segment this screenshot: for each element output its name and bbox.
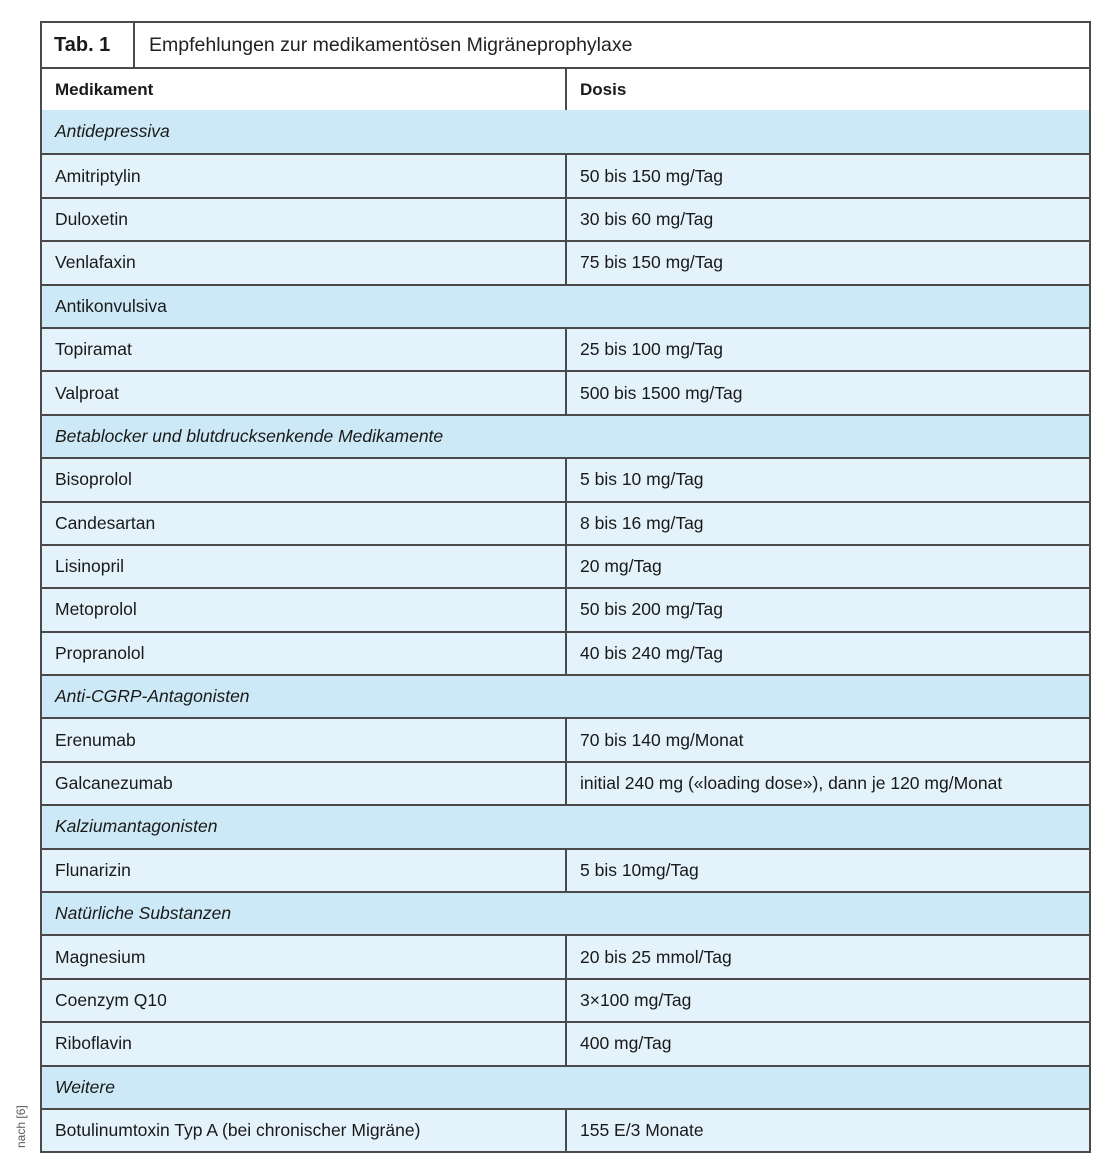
medication-table: [40, 21, 1091, 1153]
category-label: Weitere: [55, 1076, 115, 1097]
category-row: [42, 1065, 1089, 1108]
dose-cell: 155 E/3 Monate: [580, 1120, 704, 1141]
column-header-medikament: Medikament: [42, 69, 567, 110]
drug-name-cell: Venlafaxin: [42, 242, 567, 283]
category-row: [42, 804, 1089, 847]
table-row: [42, 501, 1089, 544]
drug-name-cell: Erenumab: [42, 719, 567, 760]
drug-name-cell: Valproat: [42, 372, 567, 413]
dose-cell: 8 bis 16 mg/Tag: [580, 512, 704, 533]
table-row: [42, 1021, 1089, 1064]
dose-cell: 75 bis 150 mg/Tag: [580, 252, 724, 273]
dose-cell: 30 bis 60 mg/Tag: [580, 208, 714, 229]
drug-name-cell: Riboflavin: [42, 1023, 567, 1064]
source-note: nach [6]: [14, 1105, 28, 1148]
table-header-row: [42, 67, 1089, 110]
dose-cell: 50 bis 150 mg/Tag: [580, 165, 724, 186]
dose-cell: 5 bis 10mg/Tag: [580, 859, 699, 880]
table-number-label: Tab. 1: [42, 23, 135, 67]
category-row: [42, 674, 1089, 717]
drug-name-cell: Amitriptylin: [42, 155, 567, 196]
table-row: [42, 457, 1089, 500]
table-row: [42, 761, 1089, 804]
table-row: [42, 327, 1089, 370]
category-row: [42, 110, 1089, 153]
drug-name-cell: Flunarizin: [42, 850, 567, 891]
category-label: Anti-CGRP-Antagonisten: [55, 686, 250, 707]
column-header-dosis: Dosis: [580, 79, 627, 99]
drug-name-cell: Candesartan: [42, 503, 567, 544]
category-row: [42, 414, 1089, 457]
drug-name-cell: Metoprolol: [42, 589, 567, 630]
table-title-row: [42, 23, 1089, 67]
table-row: [42, 978, 1089, 1021]
drug-name-cell: Coenzym Q10: [42, 980, 567, 1021]
table-row: [42, 370, 1089, 413]
table-row: [42, 240, 1089, 283]
category-label: Natürliche Substanzen: [55, 903, 232, 924]
table-title: Empfehlungen zur medikamentösen Migräneprophylaxe: [149, 33, 633, 56]
category-label: Antikonvulsiva: [55, 295, 167, 316]
table-body: [42, 110, 1089, 1151]
drug-name-cell: Lisinopril: [42, 546, 567, 587]
drug-name-cell: Galcanezumab: [42, 763, 567, 804]
drug-name-cell: Bisoprolol: [42, 459, 567, 500]
category-label: Kalziumantagonisten: [55, 816, 218, 837]
table-row: [42, 934, 1089, 977]
category-row: [42, 891, 1089, 934]
drug-name-cell: Magnesium: [42, 936, 567, 977]
table-row: [42, 544, 1089, 587]
table-row: [42, 587, 1089, 630]
dose-cell: 5 bis 10 mg/Tag: [580, 469, 704, 490]
table-row: [42, 1108, 1089, 1151]
drug-name-cell: Propranolol: [42, 633, 567, 674]
category-label: Betablocker und blutdrucksenkende Medikamente: [55, 425, 444, 446]
dose-cell: 25 bis 100 mg/Tag: [580, 339, 724, 360]
dose-cell: 3×100 mg/Tag: [580, 990, 692, 1010]
category-row: [42, 284, 1089, 327]
dose-cell: 400 mg/Tag: [580, 1033, 672, 1054]
drug-name-cell: Topiramat: [42, 329, 567, 370]
table-row: [42, 197, 1089, 240]
dose-cell: 500 bis 1500 mg/Tag: [580, 382, 743, 403]
table-row: [42, 153, 1089, 196]
table-row: [42, 848, 1089, 891]
table-row: [42, 717, 1089, 760]
dose-cell: 20 mg/Tag: [580, 556, 662, 577]
dose-cell: 20 bis 25 mmol/Tag: [580, 946, 732, 967]
table-row: [42, 631, 1089, 674]
drug-name-cell: Duloxetin: [42, 199, 567, 240]
category-label: Antidepressiva: [55, 121, 170, 142]
dose-cell: 50 bis 200 mg/Tag: [580, 599, 724, 620]
dose-cell: 70 bis 140 mg/Monat: [580, 729, 744, 750]
drug-name-cell: Botulinumtoxin Typ A (bei chronischer Migräne): [42, 1110, 567, 1151]
dose-cell: 40 bis 240 mg/Tag: [580, 642, 724, 663]
dose-cell: initial 240 mg («loading dose»), dann je 120 mg/Monat: [580, 773, 1003, 794]
